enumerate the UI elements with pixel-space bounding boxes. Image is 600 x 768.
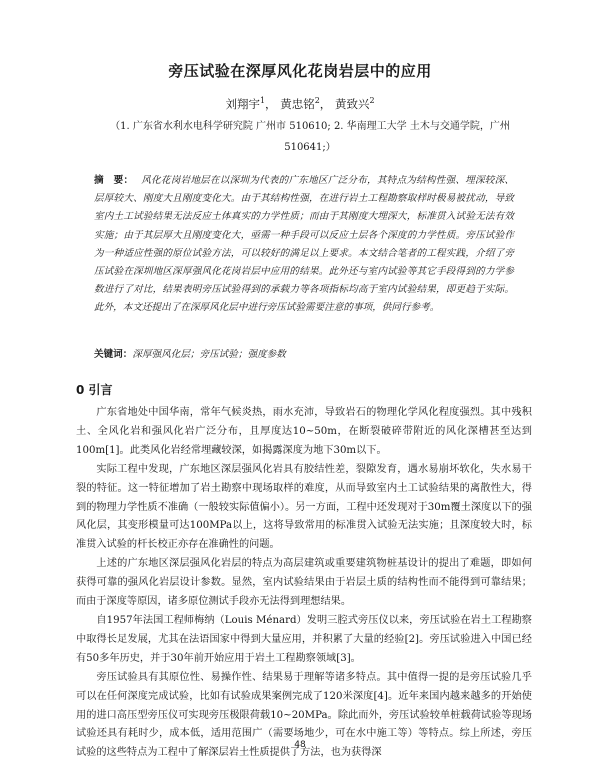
abstract: [94, 172, 514, 318]
author-line: [0, 96, 600, 112]
page-number: 48: [294, 740, 306, 750]
author-sup: 2: [314, 96, 320, 106]
author-name: 黄致兴: [334, 97, 370, 111]
author-separator: ，: [319, 97, 332, 111]
body-paragraph: 实际工程中发现，广东地区深层强风化岩具有胶结性差，裂隙发育，遇水易崩坏软化，失水易干裂的特征。这一特征增加了岩土勘察中现场取样的难度，从而导致室内土工试验结果的离散性大，得到的物理力学性质不准确（一般较实际值偏小）。另一方面，工程中还发现对于30m覆土深度以下的强风化层，其变形模量可达100MPa以上，这将导致常用的标准贯入试验无法实施；且深度较大时，标准贯入试验的杆长校正亦存在准确性的问题。: [76, 463, 532, 551]
body-paragraph: 自1957年法国工程师梅纳（Louis Ménard）发明三腔式旁压仪以来，旁压试验在岩土工程勘察中取得长足发展，尤其在法语国家中得到大量应用，并积累了大量的经验[2]。旁压试验进入中国已经有50多年历史，并于30年前开始应用于岩土工程勘察领域[3]。: [76, 614, 532, 664]
body-paragraph: 旁压试验具有其原位性、易操作性、结果易于理解等诸多特点。其中值得一提的是旁压试验几乎可以在任何深度完成试验，比如有试验成果案例完成了120米深度[4]。近年来国内越来越多的开始使用的进口高压型旁压仪可实现旁压极限荷载10~20MPa。除此而外，旁压试验较单桩载荷试验等现场试验还具有耗时少，成本低，适用范围广（需要场地少，可在水中施工等）等特点。综上所述，旁压试验的这些特点为工程中了解深层岩土性质提供了方法，也为获得深: [76, 671, 532, 759]
body-text: [76, 404, 532, 763]
keywords-label: 关键词：: [94, 349, 133, 360]
body-paragraph: 上述的广东地区深层强风化岩层的特点为高层建筑或重要建筑物桩基设计的提出了难题，即如何获得可靠的强风化岩层设计参数。显然，室内试验结果由于岩层土质的结构性而不能得到可靠结果；而由于深度等原因，诸多原位测试手段亦无法得到理想结果。: [76, 558, 532, 608]
affiliation-line: 510641;）: [284, 142, 336, 153]
paper-title: 旁压试验在深厚风化花岗岩层中的应用: [168, 62, 432, 80]
affiliations: [110, 116, 510, 158]
author-name: 黄忠铭: [280, 97, 315, 111]
author-name: 刘翔宇: [225, 97, 260, 111]
abstract-text: 风化花岗岩地层在以深圳为代表的广东地区广泛分布，其特点为结构性强、埋深较深、层厚较大、刚度大且刚度变化大。由于其结构性强，在进行岩土工程勘察取样时极易被扰动，导致室内土工试验结果无法反应土体真实的力学性质；而由于其刚度大埋深大，标准贯入试验无法有效实施；由于其层厚大且刚度变化大，亟需一种手段可以反应土层各个深度的力学性质。旁压试验作为一种适应性强的原位试验方法，可以较好的满足以上要求。本文结合笔者的工程实践，介绍了旁压试验在深圳地区深厚强风化花岗岩层中应用的结果。此外还与室内试验等其它手段得到的力学参数进行了对比，结果表明旁压试验得到的承载力等各项指标均高于室内试验结果，即更趋于实际。此外，本文还提出了在深厚风化层中进行旁压试验需要注意的事项，供同行参考。: [94, 175, 515, 314]
body-paragraph: 广东省地处中国华南，常年气候炎热，雨水充沛，导致岩石的物理化学风化程度强烈。其中残积土、全风化岩和强风化岩广泛分布，且厚度达10~50m，在断裂破碎带附近的风化深槽甚至达到100m[1]。此类风化岩经常埋藏较深，如揭露深度为地下30m以下。: [76, 407, 532, 456]
keywords: [94, 346, 514, 360]
abstract-label: 摘 要：: [94, 175, 134, 186]
author-separator: ，: [265, 97, 277, 111]
affiliation-line: （1. 广东省水利水电科学研究院 广州市 510610; 2. 华南理工大学 土木与交通学院，广州: [110, 121, 510, 132]
section-heading: 0 引言: [76, 383, 113, 397]
author-sup: 2: [369, 96, 375, 106]
author-sup: 1: [259, 96, 266, 106]
keywords-text: 深厚强风化层；旁压试验；强度参数: [132, 349, 286, 360]
